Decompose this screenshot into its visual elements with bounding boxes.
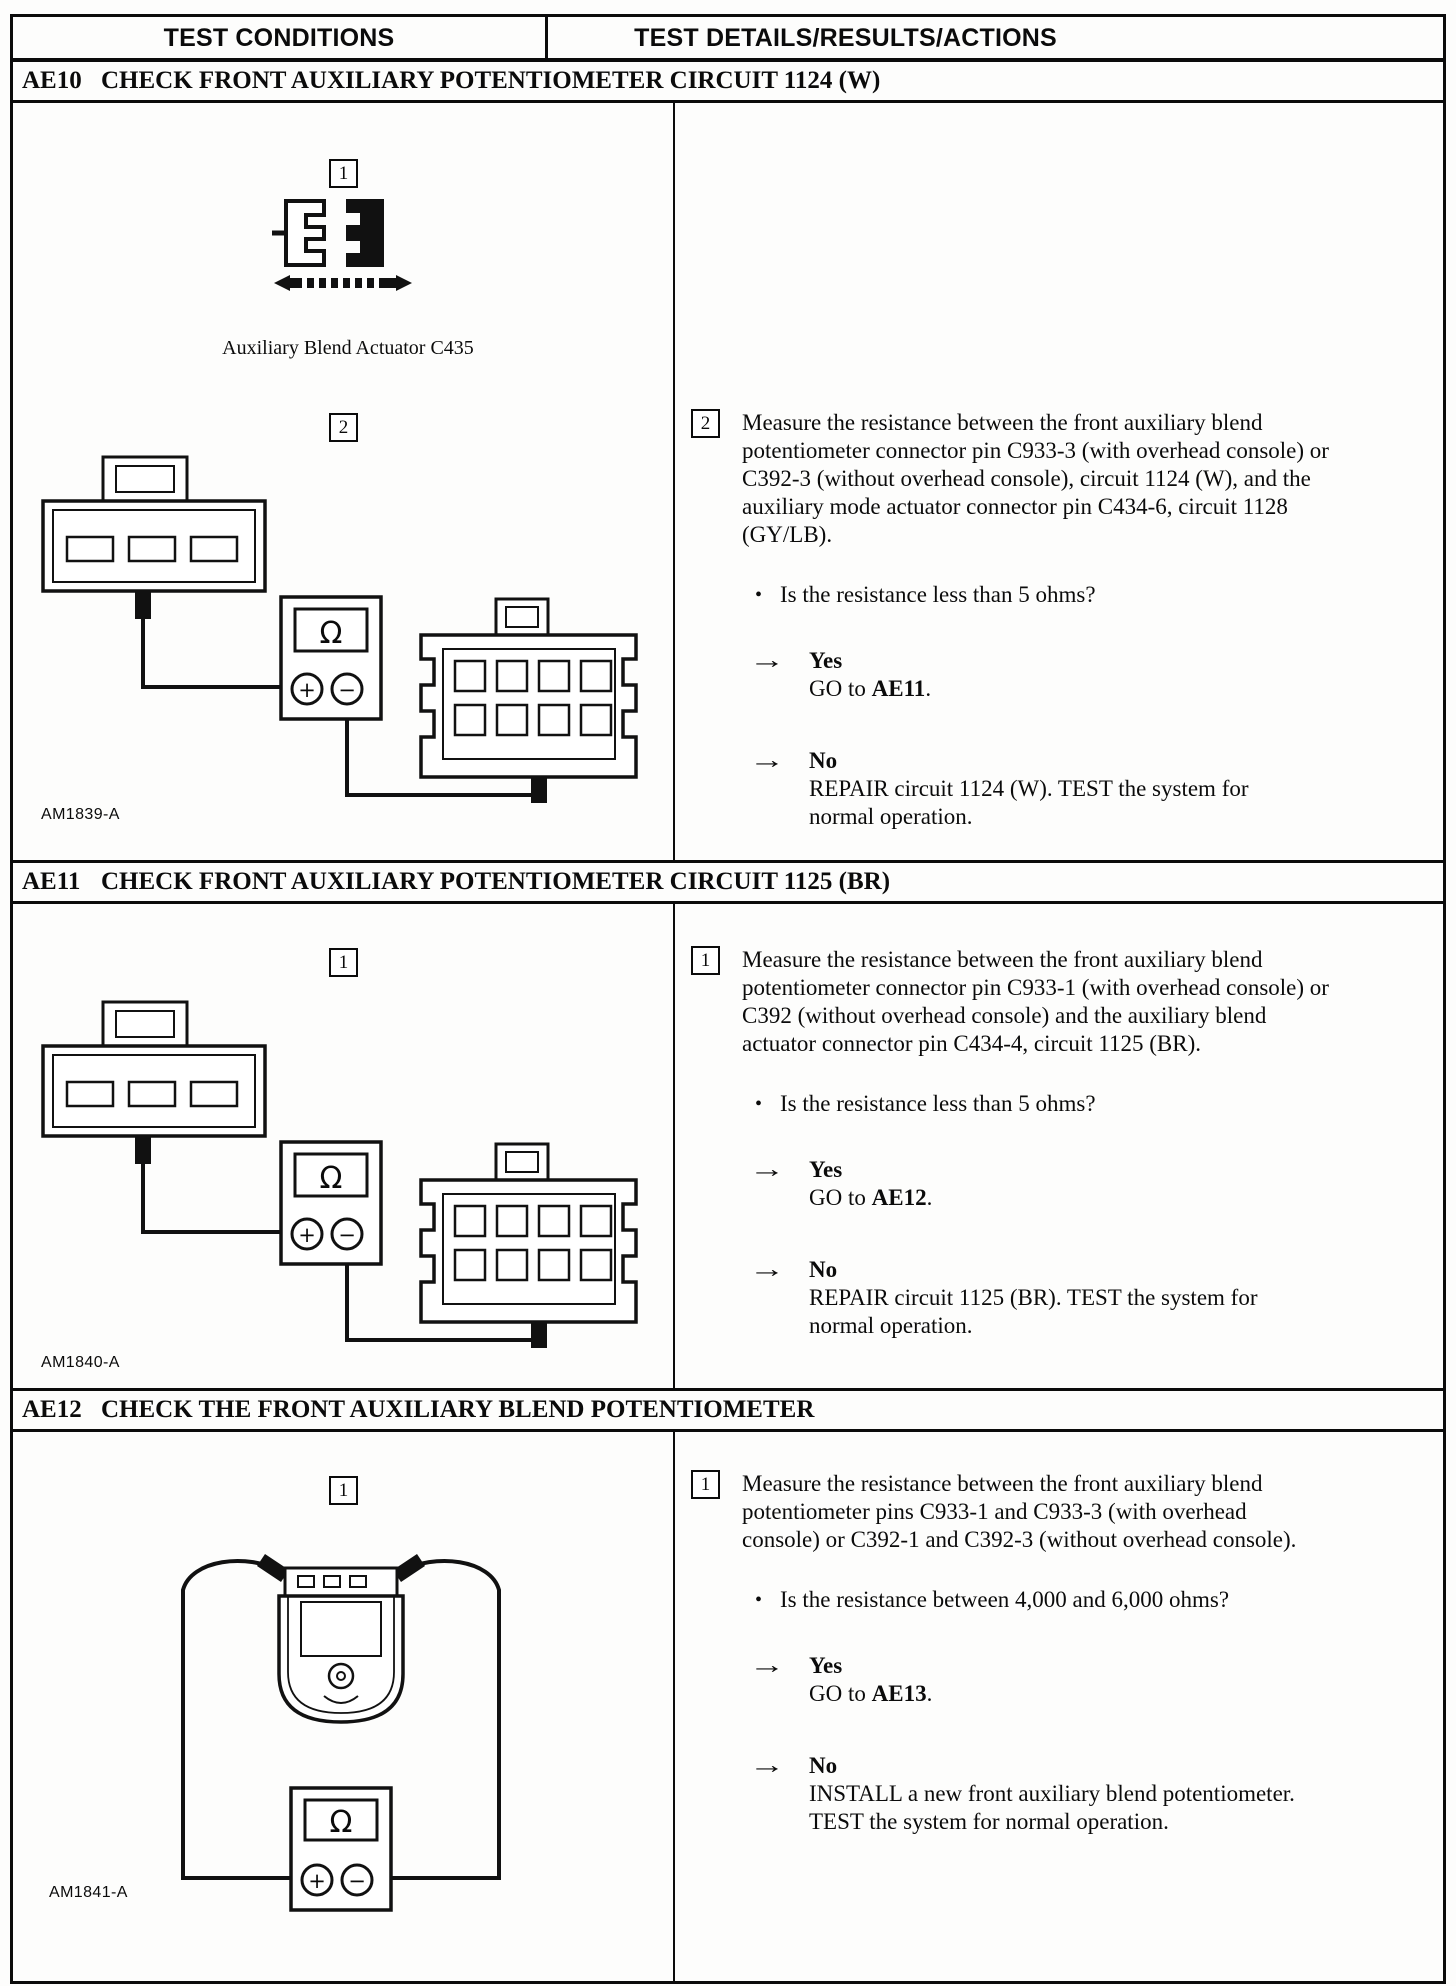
result-body <box>809 1652 932 1708</box>
action-text: GO to <box>809 676 872 701</box>
question-text: Is the resistance less than 5 ohms? <box>780 1091 1096 1116</box>
section-title: CHECK FRONT AUXILIARY POTENTIOMETER CIRCUIT 1125 (BR) <box>101 868 891 895</box>
action-text: GO to <box>809 1185 872 1210</box>
potentiometer <box>279 1568 403 1722</box>
section-id: AE10 <box>22 67 82 94</box>
question-row <box>755 581 1321 609</box>
resistance-measurement-diagram <box>31 447 661 809</box>
arrow-icon: → <box>749 1752 786 1779</box>
ohm-symbol: Ω <box>329 1805 353 1840</box>
result-no-row <box>749 747 1417 831</box>
result-body <box>809 1256 1309 1340</box>
result-body <box>809 1752 1309 1836</box>
figure-id: AM1841-A <box>49 1884 128 1901</box>
section-body-ae10 <box>13 103 1443 863</box>
result-action-text: REPAIR circuit 1124 (W). TEST the system for normal operation. <box>809 776 1249 829</box>
step-number-box: 1 <box>329 1476 358 1505</box>
action-target: AE12 <box>871 1185 927 1210</box>
motion-arrow-icon <box>274 275 412 291</box>
bullet-icon: • <box>755 1589 763 1611</box>
result-body <box>809 1156 932 1212</box>
action-target: AE11 <box>871 676 926 701</box>
section-id: AE12 <box>22 1396 82 1423</box>
instruction-row <box>691 946 1417 1058</box>
minus-probe: − <box>338 678 356 702</box>
figure-id: AM1840-A <box>41 1354 120 1371</box>
action-target: AE13 <box>871 1681 927 1706</box>
test-conditions-cell-ae10 <box>13 103 675 860</box>
action-text: . <box>925 676 932 701</box>
result-action-text <box>809 1680 932 1708</box>
section-title: CHECK THE FRONT AUXILIARY BLEND POTENTIOMETER <box>101 1396 815 1423</box>
actuator-connector-8pin <box>421 599 636 803</box>
result-body <box>809 747 1309 831</box>
arrow-icon: → <box>749 1156 786 1183</box>
ohm-symbol: Ω <box>319 616 343 651</box>
question-row <box>755 1090 1321 1118</box>
step-number-box: 1 <box>691 946 720 975</box>
step-number-box: 1 <box>329 159 358 188</box>
action-text: . <box>926 1681 933 1706</box>
action-text: . <box>926 1185 933 1210</box>
probe-wire <box>143 1164 293 1232</box>
result-label-yes: Yes <box>809 1653 843 1678</box>
step-number-box: 1 <box>329 948 358 977</box>
potentiometer-measurement-diagram <box>161 1526 521 1926</box>
resistance-measurement-diagram <box>31 992 661 1354</box>
ohmmeter <box>281 597 381 719</box>
potentiometer-connector <box>43 1002 265 1164</box>
question-text: Is the resistance less than 5 ohms? <box>780 582 1096 607</box>
bullet-icon: • <box>755 584 763 606</box>
question-row <box>755 1586 1321 1614</box>
actuator-halves <box>272 199 384 267</box>
test-details-cell-ae10 <box>675 103 1443 860</box>
section-id: AE11 <box>22 868 81 895</box>
actuator-connector-8pin <box>421 1144 636 1348</box>
result-yes-row <box>749 1156 1417 1212</box>
result-yes-row <box>749 647 1417 703</box>
column-header-test-details: TEST DETAILS/RESULTS/ACTIONS <box>634 24 1057 52</box>
result-label-yes: Yes <box>809 648 843 673</box>
plus-probe: + <box>308 1869 326 1893</box>
minus-probe: − <box>338 1223 356 1247</box>
instruction-text: Measure the resistance between the front auxiliary blend potentiometer pins C933-1 and C933-3 (with overhead console) or C392-1 and C392-3 (without overhead console). <box>742 1471 1297 1552</box>
figure-caption: Auxiliary Blend Actuator C435 <box>222 337 474 359</box>
section-body-ae11 <box>13 904 1443 1391</box>
step-number-box: 1 <box>691 1470 720 1499</box>
ohm-symbol: Ω <box>319 1161 343 1196</box>
result-action-text: INSTALL a new front auxiliary blend potentiometer. TEST the system for normal operation. <box>809 1781 1295 1834</box>
result-body <box>809 647 931 703</box>
ohmmeter <box>281 1142 381 1264</box>
minus-probe: − <box>348 1869 366 1893</box>
potentiometer-connector <box>43 457 265 619</box>
step-number-box: 2 <box>329 413 358 442</box>
result-action-text <box>809 675 931 703</box>
result-label-no: No <box>809 1257 838 1282</box>
pinpoint-test-table <box>10 14 1446 1984</box>
bullet-icon: • <box>755 1093 763 1115</box>
test-conditions-cell-ae11 <box>13 904 675 1388</box>
arrow-icon: → <box>749 1652 786 1679</box>
instruction-text: Measure the resistance between the front auxiliary blend potentiometer connector pin C933-1 (with overhead console) or C392 (without overhead console) and the auxiliary blend actuator connector pin C434-4, circuit 1125 (BR). <box>742 947 1329 1056</box>
arrow-icon: → <box>749 647 786 674</box>
test-details-cell-ae11 <box>675 904 1443 1388</box>
instruction-row <box>691 1470 1417 1554</box>
plus-probe: + <box>298 678 316 702</box>
section-header-ae12 <box>13 1391 1443 1432</box>
test-details-cell-ae12 <box>675 1432 1443 1981</box>
probe-wire <box>143 619 293 687</box>
ohmmeter <box>291 1788 391 1910</box>
table-header-row <box>13 17 1443 62</box>
result-no-row <box>749 1752 1417 1836</box>
result-label-yes: Yes <box>809 1157 843 1182</box>
test-conditions-cell-ae12 <box>13 1432 675 1981</box>
instruction-row <box>691 409 1417 549</box>
arrow-icon: → <box>749 1256 786 1283</box>
result-action-text: REPAIR circuit 1125 (BR). TEST the system for normal operation. <box>809 1285 1258 1338</box>
auxiliary-blend-actuator-icon <box>268 195 418 295</box>
instruction-text: Measure the resistance between the front auxiliary blend potentiometer connector pin C933-3 (with overhead console) or C392-3 (without overhead console), circuit 1124 (W), and the auxiliary mode actuator connector pin C434-6, circuit 1128 (GY/LB). <box>742 410 1329 547</box>
result-action-text <box>809 1184 932 1212</box>
action-text: GO to <box>809 1681 872 1706</box>
section-title: CHECK FRONT AUXILIARY POTENTIOMETER CIRCUIT 1124 (W) <box>101 67 881 94</box>
result-label-no: No <box>809 1753 838 1778</box>
column-header-test-conditions: TEST CONDITIONS <box>13 17 548 58</box>
figure-id: AM1839-A <box>41 806 120 823</box>
section-header-ae11 <box>13 863 1443 904</box>
section-body-ae12 <box>13 1432 1443 1981</box>
result-no-row <box>749 1256 1417 1340</box>
plus-probe: + <box>298 1223 316 1247</box>
result-label-no: No <box>809 748 838 773</box>
arrow-icon: → <box>749 747 786 774</box>
section-header-ae10 <box>13 62 1443 103</box>
result-yes-row <box>749 1652 1417 1708</box>
question-text: Is the resistance between 4,000 and 6,000 ohms? <box>780 1587 1230 1612</box>
step-number-box: 2 <box>691 409 720 438</box>
